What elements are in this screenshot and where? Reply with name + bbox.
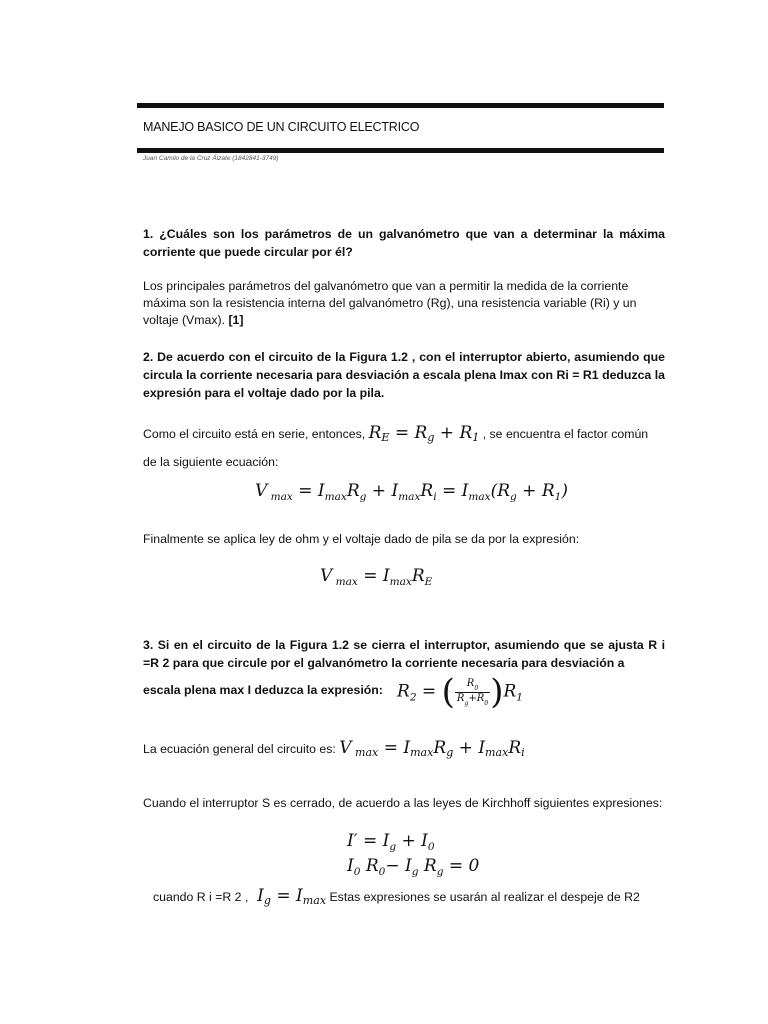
answer-2-paragraph <box>143 421 665 474</box>
re-equation: $R_E = R_g + R_1$ <box>368 423 480 444</box>
question-1-text: 1. ¿Cuáles son los parámetros de un galvanómetro que van a determinar la máxima corriente que puede circular por él? <box>143 227 665 259</box>
question-2-text: 2. De acuerdo con el circuito de la Figura 1.2 , con el interruptor abierto, asumiendo que circula la corriente necesaria para desviación a escala plena Imax con Ri = R1 deduzca la expresión para el voltaje dado por la pila. <box>143 350 665 400</box>
answer-2-conclusion: Finalmente se aplica ley de ohm y el voltaje dado de pila se da por la expresión: <box>143 532 580 546</box>
question-3-line-2 <box>143 672 665 716</box>
question-3 <box>143 636 665 672</box>
question-1 <box>143 225 665 261</box>
document-title: MANEJO BASICO DE UN CIRCUITO ELECTRICO <box>143 120 420 134</box>
header-rule <box>137 148 664 153</box>
answer-2-text-a: Como el circuito está en serie, entonces, <box>143 427 366 441</box>
question-3-text-a: 3. Si en el circuito de la Figura 1.2 se cierra el interruptor, asumiendo que se ajusta R i =R 2 para que circule por el galvanómetro la corriente necesaria para desviación a <box>143 638 665 670</box>
answer-2-text-b: , se encuentra el factor común de la siguiente ecuación: <box>143 427 649 469</box>
kirchhoff-text: Cuando el interruptor S es cerrado, de acuerdo a las leyes de Kirchhoff siguientes expresiones: <box>143 796 663 810</box>
top-rule <box>137 103 664 108</box>
ig-equals-imax: $I_g = I_{max}$ <box>251 886 327 907</box>
kirchhoff-equation-2: $I_0$ $R_0- I_g$ $R_g = 0$ <box>347 856 480 878</box>
general-equation: V $_{max} = I_{max}R_g + I_{max}R_i$ <box>339 738 525 759</box>
reference-1: [1] <box>228 313 244 327</box>
vmax-equation-2: V $_{max} = I_{max}R_E$ <box>320 566 433 588</box>
r2-expression: $R_2$ = ( $\frac{R_0}{R_g+R_0}$ )$R_1$ <box>397 672 523 712</box>
vmax-equation-1: V $_{max} = I_{max}R_g + I_{max}R_i = I_{max}(R_g + R_1)$ <box>255 481 568 503</box>
general-equation-line <box>143 736 665 765</box>
author-line: Juan Camilo de la Cruz Álzate (1842841-3749) <box>143 155 279 162</box>
answer-1-text: Los principales parámetros del galvanómetro que van a permitir la medida de la corriente máxima son la resistencia interna del galvanómetro (Rg), una resistencia variable (Ri) y un voltaje (Vmax). <box>143 279 637 327</box>
question-3-text-b: escala plena max I deduzca la expresión: <box>143 683 383 697</box>
answer-1 <box>143 278 665 329</box>
kirchhoff-equation-1: $I' = I_g + I_0$ <box>347 831 435 853</box>
closing-text-a: cuando R i =R 2 , <box>153 890 249 904</box>
question-2 <box>143 348 665 402</box>
closing-line <box>153 884 673 913</box>
kirchhoff-paragraph <box>143 795 665 812</box>
general-equation-label: La ecuación general del circuito es: <box>143 742 336 756</box>
closing-text-b: Estas expresiones se usarán al realizar el despeje de R2 <box>329 890 640 904</box>
